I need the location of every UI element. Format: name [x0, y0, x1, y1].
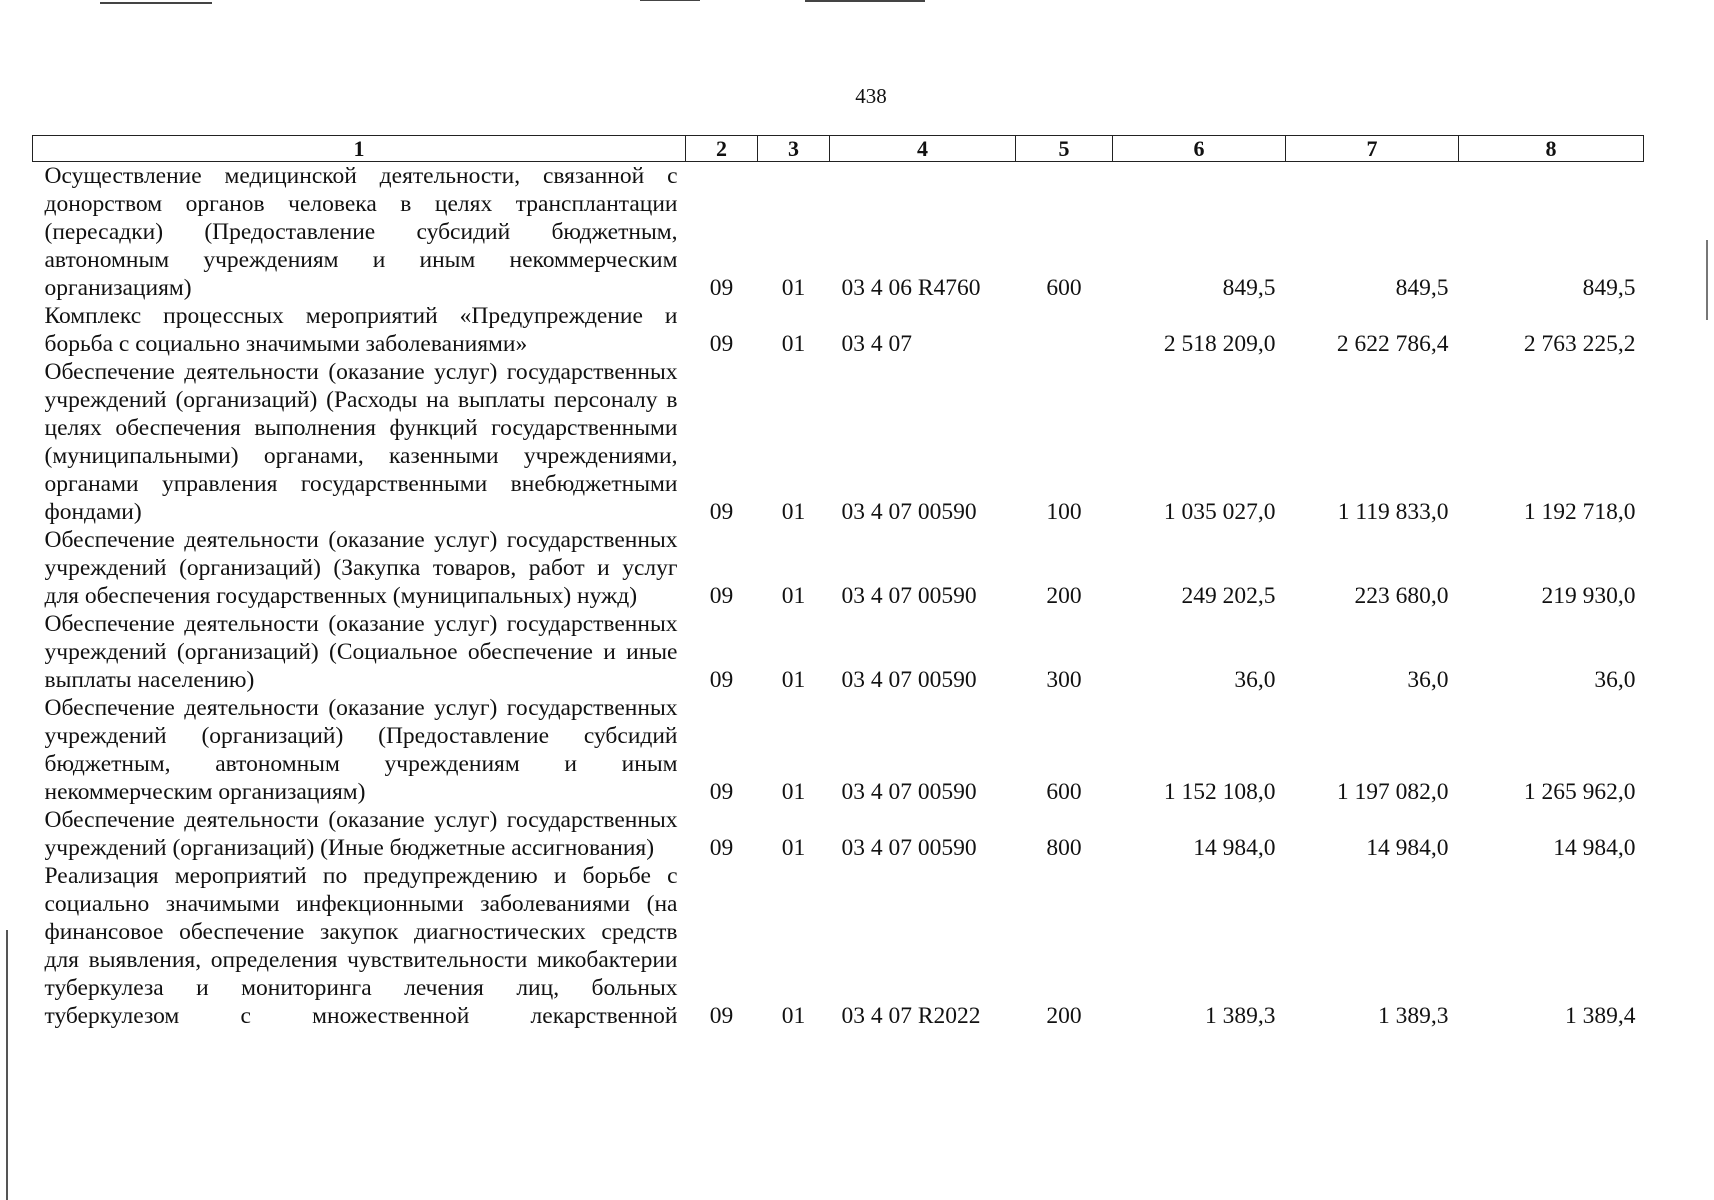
header-row	[33, 136, 1644, 162]
row-subsection: 01	[781, 499, 806, 525]
row-section: 09	[709, 779, 734, 805]
row-subsection: 01	[781, 779, 806, 805]
row-expense-type: 600	[1046, 779, 1082, 805]
row-target-article: 03 4 07 00590	[841, 835, 977, 861]
table-row	[33, 806, 1644, 862]
row-amount-col8: 2 763 225,2	[1523, 331, 1636, 357]
row-amount-col6: 36,0	[1234, 667, 1276, 693]
row-amount-col8: 14 984,0	[1553, 835, 1636, 861]
row-target-article: 03 4 07 00590	[841, 499, 977, 525]
row-target-article: 03 4 07 00590	[841, 779, 977, 805]
row-subsection: 01	[781, 331, 806, 357]
scan-artifact-line	[640, 0, 700, 1]
row-amount-col8: 1 265 962,0	[1523, 779, 1636, 805]
row-expense-type	[1016, 302, 1113, 358]
row-description: Обеспечение деятельности (оказание услуг) государственных учреждений (организаций) (Закупка товаров, работ и услуг для обеспечения государственных (муниципальных) нужд)	[44, 527, 678, 609]
row-subsection: 01	[781, 835, 806, 861]
column-header: 8	[1459, 136, 1644, 162]
page-number: 438	[855, 84, 887, 108]
row-expense-type: 300	[1046, 667, 1082, 693]
column-header: 2	[686, 136, 758, 162]
column-header: 3	[758, 136, 830, 162]
row-target-article: 03 4 07 00590	[841, 667, 977, 693]
row-subsection: 01	[781, 275, 806, 301]
row-description: Обеспечение деятельности (оказание услуг) государственных учреждений (организаций) (Социальное обеспечение и иные выплаты населению)	[44, 611, 678, 693]
row-amount-col8: 849,5	[1582, 275, 1636, 301]
table-row	[33, 610, 1644, 694]
row-amount-col6: 1 035 027,0	[1163, 499, 1276, 525]
row-subsection: 01	[781, 667, 806, 693]
row-target-article: 03 4 07 R2022	[841, 1003, 981, 1029]
row-amount-col6: 249 202,5	[1181, 583, 1276, 609]
row-amount-col7: 14 984,0	[1366, 835, 1449, 861]
column-header: 7	[1286, 136, 1459, 162]
column-header: 5	[1016, 136, 1113, 162]
row-amount-col7: 1 119 833,0	[1337, 499, 1449, 525]
scan-artifact-line	[805, 0, 925, 2]
column-header: 6	[1113, 136, 1286, 162]
row-expense-type: 100	[1046, 499, 1082, 525]
row-section: 09	[709, 667, 734, 693]
row-amount-col8: 1 192 718,0	[1523, 499, 1636, 525]
row-subsection: 01	[781, 583, 806, 609]
row-description: Реализация мероприятий по предупреждению и борьбе с социально значимыми инфекционными заболеваниями (на финансовое обеспечение закупок диагностических средств для выявления, определения чувствительности микобактерии туберкулеза и мониторинга лечения лиц, больных туберкулезом с множественной лекарственной	[44, 863, 678, 1029]
row-expense-type: 800	[1046, 835, 1082, 861]
column-header: 1	[33, 136, 686, 162]
row-amount-col6: 14 984,0	[1193, 835, 1276, 861]
budget-table	[32, 135, 1644, 1030]
table-row	[33, 162, 1644, 303]
row-description: Комплекс процессных мероприятий «Предупреждение и борьба с социально значимыми заболеваниями»	[44, 303, 678, 357]
row-expense-type: 200	[1046, 1003, 1082, 1029]
row-description: Осуществление медицинской деятельности, связанной с донорством органов человека в целях трансплантации (пересадки) (Предоставление субсидий бюджетным, автономным учреждениям и иным некоммерческим организациям)	[44, 163, 678, 301]
row-amount-col6: 2 518 209,0	[1163, 331, 1276, 357]
row-amount-col7: 223 680,0	[1354, 583, 1449, 609]
row-description: Обеспечение деятельности (оказание услуг) государственных учреждений (организаций) (Предоставление субсидий бюджетным, автономным учреждениям и иным некоммерческим организациям)	[44, 695, 678, 805]
row-amount-col6: 1 152 108,0	[1163, 779, 1276, 805]
row-amount-col6: 1 389,3	[1205, 1003, 1276, 1029]
row-amount-col8: 1 389,4	[1565, 1003, 1636, 1029]
row-expense-type: 600	[1046, 275, 1082, 301]
row-amount-col7: 1 197 082,0	[1336, 779, 1449, 805]
column-header: 4	[830, 136, 1016, 162]
table-row	[33, 358, 1644, 526]
scan-artifact-line	[100, 2, 212, 4]
table-row	[33, 526, 1644, 610]
row-description: Обеспечение деятельности (оказание услуг) государственных учреждений (организаций) (Иные бюджетные ассигнования)	[44, 807, 678, 861]
row-subsection: 01	[781, 1003, 806, 1029]
row-section: 09	[709, 835, 734, 861]
table-row	[33, 862, 1644, 1030]
row-section: 09	[709, 275, 734, 301]
row-description: Обеспечение деятельности (оказание услуг) государственных учреждений (организаций) (Расходы на выплаты персоналу в целях обеспечения выполнения функций государственными (муниципальными) органами, казенными учреждениями, органами управления государственными внебюджетными фондами)	[44, 359, 678, 525]
row-target-article: 03 4 07	[841, 331, 912, 357]
row-amount-col7: 849,5	[1395, 275, 1449, 301]
row-section: 09	[709, 1003, 734, 1029]
scan-edge-mark	[6, 930, 8, 1200]
row-amount-col7: 36,0	[1407, 667, 1449, 693]
row-amount-col7: 2 622 786,4	[1336, 331, 1449, 357]
table-row	[33, 302, 1644, 358]
row-expense-type: 200	[1046, 583, 1082, 609]
scan-edge-mark	[1706, 240, 1708, 320]
row-amount-col8: 219 930,0	[1541, 583, 1636, 609]
row-section: 09	[709, 331, 734, 357]
row-section: 09	[709, 499, 734, 525]
row-target-article: 03 4 07 00590	[841, 583, 977, 609]
row-section: 09	[709, 583, 734, 609]
row-amount-col6: 849,5	[1222, 275, 1276, 301]
table-header	[33, 136, 1644, 162]
row-amount-col8: 36,0	[1594, 667, 1636, 693]
row-amount-col7: 1 389,3	[1378, 1003, 1449, 1029]
table-row	[33, 694, 1644, 806]
row-target-article: 03 4 06 R4760	[841, 275, 981, 301]
